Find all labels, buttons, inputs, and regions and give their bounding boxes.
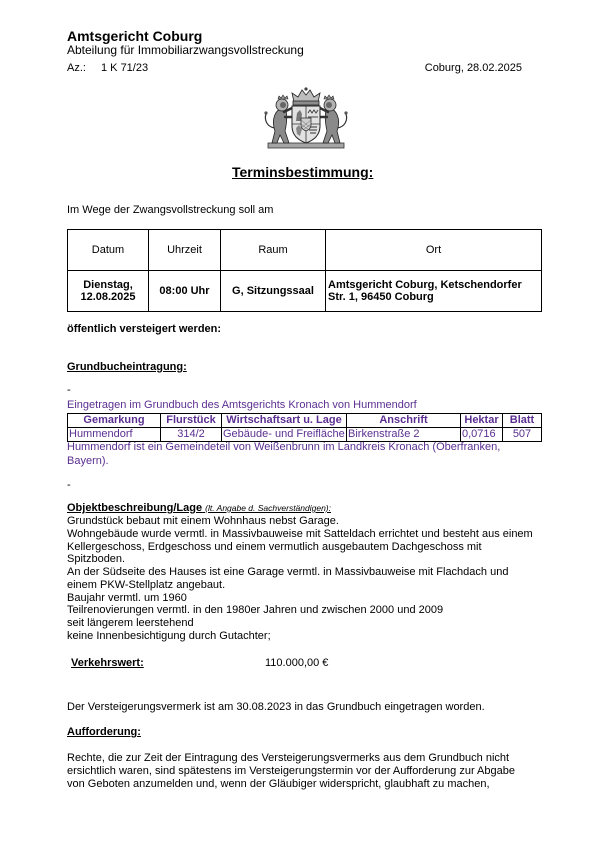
cell-hectare: 0,0716 bbox=[461, 428, 503, 442]
description-line: Baujahr vermtl. um 1960 bbox=[67, 591, 187, 604]
appointment-date: 12.08.2025 bbox=[80, 291, 136, 303]
market-value-label: Verkehrswert: bbox=[71, 657, 144, 669]
description-line: seit längerem leerstehend bbox=[67, 617, 194, 629]
intro-text: Im Wege der Zwangsvollstreckung soll am bbox=[67, 204, 274, 216]
description-line: einem PKW-Stellplatz angebaut. bbox=[67, 578, 226, 591]
header-hectare: Hektar bbox=[461, 414, 503, 428]
appointment-weekday: Dienstag, bbox=[83, 279, 133, 291]
request-text bbox=[67, 752, 515, 791]
court-name: Amtsgericht Coburg bbox=[67, 28, 203, 44]
header-address: Anschrift bbox=[347, 414, 461, 428]
cell-district: Hummendorf bbox=[68, 428, 161, 442]
right-lion bbox=[320, 95, 348, 143]
appointment-table bbox=[67, 229, 542, 312]
land-register-note bbox=[67, 441, 500, 468]
request-line: Rechte, die zur Zeit der Eintragung des Versteigerungsvermerks aus dem Grundbuch nicht bbox=[67, 752, 510, 764]
appointment-location-cell bbox=[326, 271, 542, 312]
registration-note: Der Versteigerungsvermerk ist am 30.08.2023 in das Grundbuch eingetragen worden. bbox=[67, 701, 485, 713]
appointment-time: 08:00 Uhr bbox=[149, 271, 221, 312]
table-row bbox=[68, 428, 542, 442]
description-line: Teilrenovierungen vermtl. in den 1980er Jahren und zwischen 2000 und 2009 bbox=[67, 604, 444, 617]
department-name: Abteilung für Immobiliarzwangsvollstreckung bbox=[67, 43, 304, 57]
request-line: ersichtlich waren, sind spätestens im Versteigerungstermin vor der Aufforderung zur Abgabe bbox=[67, 765, 515, 777]
cell-usage: Gebäude- und Freifläche bbox=[223, 428, 345, 440]
crown bbox=[292, 87, 320, 105]
cell-address: Birkenstraße 2 bbox=[347, 428, 461, 442]
request-heading: Aufforderung: bbox=[67, 726, 141, 738]
header-location: Ort bbox=[326, 230, 542, 271]
market-value-amount: 110.000,00 € bbox=[265, 657, 329, 669]
left-lion bbox=[264, 95, 292, 143]
header-parcel: Flurstück bbox=[161, 414, 222, 428]
appointment-data-row bbox=[68, 271, 542, 312]
auction-statement: öffentlich versteigert werden: bbox=[67, 323, 222, 335]
shield bbox=[292, 106, 320, 143]
note-line: Hummendorf ist ein Gemeindeteil von Weißenbrunn im Landkreis Kronach (Oberfranken, bbox=[67, 441, 501, 453]
description-line: Grundstück bebaut mit einem Wohnhaus nebst Garage. bbox=[67, 515, 339, 527]
header-district: Gemarkung bbox=[68, 414, 161, 428]
request-line: von Geboten anzumelden und, wenn der Gläubiger widerspricht, glaubhaft zu machen, bbox=[67, 778, 490, 790]
header-room: Raum bbox=[221, 230, 326, 271]
description-line: Spitzboden. bbox=[67, 553, 126, 566]
appointment-location-line: Amtsgericht Coburg, Ketschendorfer bbox=[328, 279, 522, 291]
place-and-date: Coburg, 28.02.2025 bbox=[424, 62, 522, 74]
document-title: Terminsbestimmung: bbox=[232, 164, 374, 180]
land-register-header-row bbox=[68, 414, 542, 428]
note-line: Bayern). bbox=[67, 454, 109, 467]
land-register-heading: Grundbucheintragung: bbox=[67, 361, 187, 373]
object-description-source-note: (lt. Angabe d. Sachverständigen): bbox=[205, 503, 332, 513]
description-line: An der Südseite des Hauses ist eine Garage vermtl. in Massivbauweise mit Flachdach und bbox=[67, 566, 509, 578]
land-register-intro: Eingetragen im Grundbuch des Amtsgerichts Kronach von Hummendorf bbox=[67, 399, 417, 411]
description-line: Kellergeschoss, Erdgeschoss und einem vermutlich ausgebautem Dachgeschoss mit bbox=[67, 540, 482, 553]
coat-of-arms-icon bbox=[256, 86, 356, 152]
appointment-date-cell bbox=[68, 271, 149, 312]
land-register-table bbox=[67, 413, 542, 442]
appointment-location-line: Str. 1, 96450 Coburg bbox=[328, 291, 434, 303]
object-description-heading-line bbox=[67, 502, 331, 515]
object-description-text bbox=[67, 515, 533, 643]
appointment-header-row bbox=[68, 230, 542, 271]
header-date: Datum bbox=[68, 230, 149, 271]
header-usage: Wirtschaftsart u. Lage bbox=[222, 414, 347, 428]
header-sheet: Blatt bbox=[503, 414, 542, 428]
description-line: keine Innenbesichtigung durch Gutachter; bbox=[67, 629, 271, 642]
cell-sheet: 507 bbox=[503, 428, 542, 442]
emblem-pedestal bbox=[268, 143, 344, 148]
separator-dash: - bbox=[67, 384, 71, 396]
header-time: Uhrzeit bbox=[149, 230, 221, 271]
separator-dash: - bbox=[67, 479, 71, 491]
cell-parcel: 314/2 bbox=[161, 428, 222, 442]
object-description-heading: Objektbeschreibung/Lage bbox=[67, 502, 203, 514]
appointment-room: G, Sitzungssaal bbox=[221, 271, 326, 312]
file-reference-label: Az.: bbox=[67, 62, 86, 74]
description-line: Wohngebäude wurde vermtl. in Massivbauweise mit Satteldach errichtet und besteht aus einem bbox=[67, 527, 533, 540]
file-reference-number: 1 K 71/23 bbox=[101, 62, 149, 74]
